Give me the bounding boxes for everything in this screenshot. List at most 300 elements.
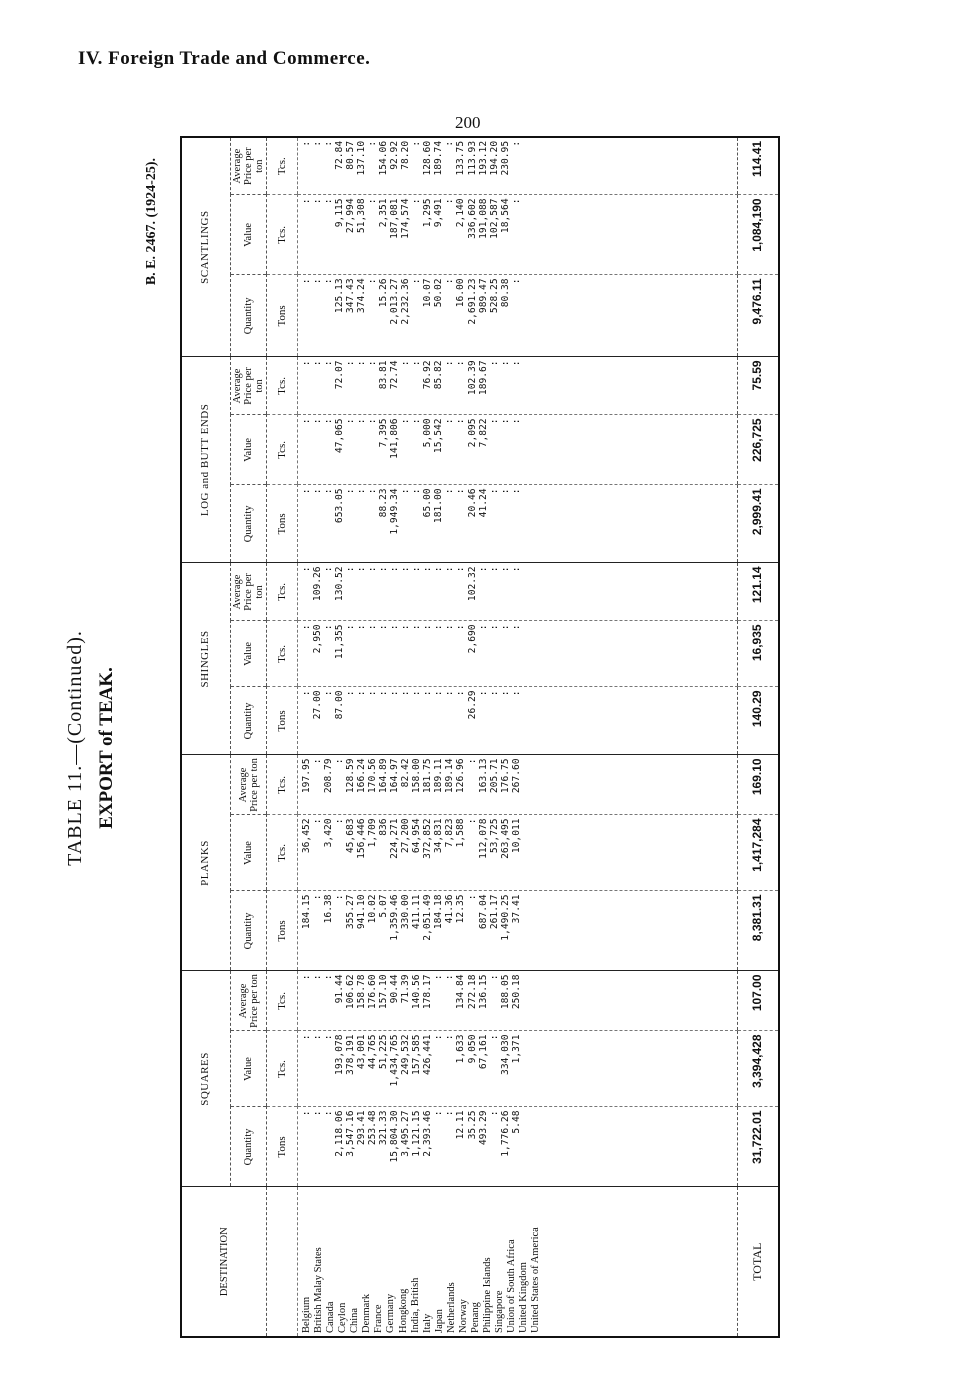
table-cell: 91.44 (334, 974, 346, 1004)
table-cell: : (510, 278, 522, 285)
unit-label: Tcs. (267, 815, 298, 891)
table-cell: : (389, 624, 401, 631)
subheader-average-price: Average Price per ton (231, 755, 267, 815)
table-cell: 128.59 (345, 758, 357, 794)
data-column-pl-q (298, 891, 738, 971)
table-cell: : (411, 278, 423, 285)
table-cell: : (444, 140, 456, 147)
table-cell: 20.46 (466, 488, 478, 518)
table-cell: 9,115 (334, 198, 346, 228)
table-cell: : (367, 566, 379, 573)
table-cell: : (400, 360, 412, 367)
table-cell: : (510, 198, 522, 205)
table-cell: 10.02 (367, 894, 379, 924)
table-cell: : (301, 566, 313, 573)
table-cell: : (323, 690, 335, 697)
table-cell: 187,081 (389, 198, 401, 239)
table-cell: : (312, 278, 324, 285)
table-cell: 87.00 (334, 690, 346, 720)
table-cell: : (455, 418, 467, 425)
table-cell: 106.62 (345, 974, 357, 1010)
table-cell: 263,495 (499, 818, 511, 859)
table-cell: 37.41 (510, 894, 522, 924)
table-cell: : (488, 1034, 500, 1041)
table-cell: : (356, 566, 368, 573)
table-cell: 164.97 (389, 758, 401, 794)
table-cell: : (323, 1034, 335, 1041)
table-cell: : (312, 418, 324, 425)
table-cell: : (367, 198, 379, 205)
table-cell: 336,602 (466, 198, 478, 239)
table-cell: : (411, 624, 423, 631)
table-cell: 26.29 (466, 690, 478, 720)
destination-header: DESTINATION (181, 1187, 267, 1337)
table-cell: : (356, 360, 368, 367)
table-cell: : (499, 360, 511, 367)
table-cell: : (499, 566, 511, 573)
data-column-sq-p (298, 971, 738, 1031)
destination-name: China (349, 1307, 361, 1333)
unit-label: Tcs. (267, 415, 298, 485)
table-cell: 10.07 (422, 278, 434, 308)
subheader-row (231, 137, 267, 1337)
table-cell: 2,140 (455, 198, 467, 228)
table-cell: 16.00 (455, 278, 467, 308)
total-cell: 107.00 (738, 971, 780, 1031)
table-cell: 193.12 (477, 140, 489, 176)
table-cell: 687.04 (477, 894, 489, 930)
table-cell: 2,095 (466, 418, 478, 448)
table-cell: : (444, 418, 456, 425)
table-cell: 184.18 (433, 894, 445, 930)
table-cell: 10,011 (510, 818, 522, 854)
data-column-lg-q (298, 485, 738, 563)
table-cell: 41.36 (444, 894, 456, 924)
table-cell: 2,691.23 (466, 278, 478, 325)
total-row (738, 137, 780, 1337)
table-cell: : (367, 360, 379, 367)
table-cell: 72.74 (389, 360, 401, 390)
data-column-sc-q (298, 275, 738, 357)
table-cell: 224,271 (389, 818, 401, 859)
table-cell: 76.92 (422, 360, 434, 390)
destination-name: United States of America (530, 1227, 542, 1333)
destination-name: Norway (457, 1299, 469, 1333)
table-cell: 41.24 (477, 488, 489, 518)
table-cell: 272.18 (466, 974, 478, 1010)
table-cell: 205.71 (488, 758, 500, 794)
subheader-quantity: Quantity (231, 1107, 267, 1187)
table-cell: : (455, 360, 467, 367)
table-cell: : (323, 418, 335, 425)
table-cell: : (488, 566, 500, 573)
table-cell: 321.33 (378, 1110, 390, 1146)
table-cell: : (455, 488, 467, 495)
table-cell: 140.56 (411, 974, 423, 1010)
table-cell: 27.00 (312, 690, 324, 720)
table-cell: 3,547.16 (345, 1110, 357, 1157)
table-cell: : (444, 624, 456, 631)
total-cell: 140.29 (738, 687, 780, 755)
table-cell: 181.75 (422, 758, 434, 794)
table-cell: 134.84 (455, 974, 467, 1010)
table-cell: 67,161 (477, 1034, 489, 1070)
table-cell: 1,359.46 (389, 894, 401, 941)
table-cell: : (367, 488, 379, 495)
table-cell: : (301, 360, 313, 367)
table-cell: 653.05 (334, 488, 346, 524)
total-cell: 9,476.11 (738, 275, 780, 357)
destination-name: France (373, 1304, 385, 1333)
table-cell: 82.42 (400, 758, 412, 788)
table-cell: 174,574 (400, 198, 412, 239)
table-cell: : (356, 690, 368, 697)
table-cell: 5.48 (510, 1110, 522, 1134)
table-cell: : (312, 488, 324, 495)
table-cell: 5,000 (422, 418, 434, 448)
table-cell: 176.75 (499, 758, 511, 794)
total-cell: 2,999.41 (738, 485, 780, 563)
table-cell: 2,013.27 (389, 278, 401, 325)
table-cell: 158.78 (356, 974, 368, 1010)
table-cell: 1,490.25 (499, 894, 511, 941)
table-cell: : (411, 690, 423, 697)
table-cell: : (477, 690, 489, 697)
table-cell: 249,532 (400, 1034, 412, 1075)
table-cell: 80.57 (345, 140, 357, 170)
table-cell: 80.38 (499, 278, 511, 308)
table-cell: 941.10 (356, 894, 368, 930)
table-cell: : (466, 894, 478, 901)
table-cell: 130.52 (334, 566, 346, 602)
table-cell: 45,683 (345, 818, 357, 854)
table-cell: : (488, 418, 500, 425)
subheader-value: Value (231, 1031, 267, 1107)
table-cell: 72.07 (334, 360, 346, 390)
table-cell: 194.20 (488, 140, 500, 176)
unit-label: Tcs. (267, 755, 298, 815)
table-cell: : (466, 818, 478, 825)
destination-name: British Malay States (313, 1247, 325, 1333)
table-cell: 137.10 (356, 140, 368, 176)
table-cell: 78.20 (400, 140, 412, 170)
table-cell: 113.93 (466, 140, 478, 176)
table-cell: : (411, 360, 423, 367)
table-cell: 250.18 (510, 974, 522, 1010)
table-cell: 50.02 (433, 278, 445, 308)
data-column-pl-v (298, 815, 738, 891)
table-cell: 230.95 (499, 140, 511, 176)
table-cell: 125.13 (334, 278, 346, 314)
table-cell: 65.00 (422, 488, 434, 518)
table-cell: : (312, 818, 324, 825)
table-cell: 189.74 (433, 140, 445, 176)
table-cell: : (499, 418, 511, 425)
shingles-header: SHINGLES (181, 563, 231, 755)
subheader-quantity: Quantity (231, 687, 267, 755)
table-cell: : (510, 488, 522, 495)
table-cell: : (323, 624, 335, 631)
table-cell: : (477, 624, 489, 631)
table-cell: 193,078 (334, 1034, 346, 1075)
table-cell: 27,200 (400, 818, 412, 854)
teak-export-table (180, 136, 780, 1338)
table-cell: 5.07 (378, 894, 390, 918)
unit-label: Tons (267, 1107, 298, 1187)
table-cell: 2,051.49 (422, 894, 434, 941)
table-cell: 51,225 (378, 1034, 390, 1070)
destination-name: Japan (433, 1309, 445, 1333)
table-cell: : (323, 488, 335, 495)
table-cell: : (301, 198, 313, 205)
table-cell: 35.25 (466, 1110, 478, 1140)
table-cell: 2,950 (312, 624, 324, 654)
planks-header: PLANKS (181, 755, 231, 971)
destination-name: Penang (469, 1302, 481, 1333)
table-cell: : (312, 140, 324, 147)
data-column-pl-p (298, 755, 738, 815)
table-cell: 109.26 (312, 566, 324, 602)
table-cell: 64,954 (411, 818, 423, 854)
table-cell: : (301, 278, 313, 285)
total-cell: 16,935 (738, 621, 780, 687)
table-cell: : (411, 418, 423, 425)
data-column-lg-v (298, 415, 738, 485)
table-cell: 7,395 (378, 418, 390, 448)
table-cell: 378,191 (345, 1034, 357, 1075)
table-cell: : (389, 566, 401, 573)
table-cell: : (433, 624, 445, 631)
table-cell: 92.92 (389, 140, 401, 170)
total-label: TOTAL (738, 1187, 780, 1337)
table-cell: : (422, 566, 434, 573)
data-column-sh-q (298, 687, 738, 755)
table-cell: : (433, 690, 445, 697)
data-column-sc-p (298, 137, 738, 195)
table-cell: : (444, 198, 456, 205)
table-cell: : (345, 690, 357, 697)
table-cell: 34,831 (433, 818, 445, 854)
table-cell: 15.26 (378, 278, 390, 308)
table-cell: : (400, 418, 412, 425)
table-cell: : (345, 566, 357, 573)
destination-name: Ceylon (337, 1302, 349, 1333)
table-cell: 493.29 (477, 1110, 489, 1146)
table-cell: : (378, 566, 390, 573)
table-cell: 9,491 (433, 198, 445, 228)
table-cell: : (444, 360, 456, 367)
table-cell: : (323, 360, 335, 367)
table-cell: 2,232.36 (400, 278, 412, 325)
table-cell: : (367, 624, 379, 631)
table-cell: : (510, 140, 522, 147)
table-cell: : (510, 418, 522, 425)
table-cell: 16.38 (323, 894, 335, 924)
table-cell: : (301, 1110, 313, 1117)
table-cell: 90.44 (389, 974, 401, 1004)
table-cell: : (323, 278, 335, 285)
total-cell: 31,722.01 (738, 1107, 780, 1187)
table-cell: : (345, 418, 357, 425)
table-cell: 355.27 (345, 894, 357, 930)
data-column-lg-p (298, 357, 738, 415)
table-cell: 372,852 (422, 818, 434, 859)
unit-label: Tcs. (267, 971, 298, 1031)
table-cell: 47,065 (334, 418, 346, 454)
table-cell: 7,823 (444, 818, 456, 848)
table-cell: : (378, 690, 390, 697)
page-number: 200 (455, 113, 481, 132)
table-cell: 88.23 (378, 488, 390, 518)
table-cell: 1,121.15 (411, 1110, 423, 1157)
table-cell: 136.15 (477, 974, 489, 1010)
table-cell: : (312, 758, 324, 765)
rotated-table-block (64, 140, 780, 1338)
table-cell: : (488, 974, 500, 981)
subheader-value: Value (231, 815, 267, 891)
destination-name: Philippine Islands (481, 1257, 493, 1333)
table-cell: : (444, 690, 456, 697)
table-cell: 157.10 (378, 974, 390, 1010)
table-cell: : (422, 624, 434, 631)
destination-name: Hongkong (397, 1288, 409, 1333)
table-cell: : (510, 690, 522, 697)
table-cell: 11,355 (334, 624, 346, 660)
table-cell: : (510, 360, 522, 367)
table-cell: : (312, 198, 324, 205)
table-cell: 2,690 (466, 624, 478, 654)
table-cell: : (367, 690, 379, 697)
table-cell: : (378, 624, 390, 631)
table-cell: : (455, 624, 467, 631)
table-cell: 15,542 (433, 418, 445, 454)
table-cell: 3,420 (323, 818, 335, 848)
table-cell: 208.79 (323, 758, 335, 794)
subheader-average-price: Average Price per ton (231, 357, 267, 415)
table-cell: 267.60 (510, 758, 522, 794)
table-cell: : (312, 1034, 324, 1041)
table-cell: 166.24 (356, 758, 368, 794)
table-cell: 836 (378, 818, 390, 836)
table-cell: : (488, 360, 500, 367)
destination-name: Netherlands (445, 1282, 457, 1333)
table-cell: : (312, 894, 324, 901)
table-cell: 12.11 (455, 1110, 467, 1140)
table-cell: : (345, 488, 357, 495)
reference-code: B. E. 2467. (1924-25). (144, 158, 159, 286)
units-blank (267, 1187, 298, 1337)
subheader-average-price: Average Price per ton (231, 563, 267, 621)
data-column-sh-v (298, 621, 738, 687)
table-cell: 1,776.26 (499, 1110, 511, 1157)
table-cell: 189.11 (433, 758, 445, 794)
table-cell: 2,118.06 (334, 1110, 346, 1157)
table-cell: 1,371 (510, 1034, 522, 1064)
table-cell: 334,030 (499, 1034, 511, 1075)
table-cell: 293.41 (356, 1110, 368, 1146)
destination-column (298, 1187, 738, 1337)
table-cell: : (323, 198, 335, 205)
table-cell: : (356, 488, 368, 495)
table-cell: 1,949.34 (389, 488, 401, 535)
table-cell: : (345, 360, 357, 367)
table-cell: 18,564 (499, 198, 511, 234)
total-cell: 8,381.31 (738, 891, 780, 971)
subheader-quantity: Quantity (231, 891, 267, 971)
unit-label: Tcs. (267, 137, 298, 195)
table-cell: : (400, 488, 412, 495)
units-row (267, 137, 298, 1337)
data-column-sq-q (298, 1107, 738, 1187)
table-cell: : (499, 488, 511, 495)
table-cell: 156,446 (356, 818, 368, 859)
log-butt-ends-header: LOG and BUTT ENDS (181, 357, 231, 563)
table-cell: 102.32 (466, 566, 478, 602)
table-cell: 330.00 (400, 894, 412, 930)
section-header: IV. Foreign Trade and Commerce. (78, 48, 371, 69)
total-cell: 1,417,284 (738, 815, 780, 891)
table-cell: 12.35 (455, 894, 467, 924)
table-cell: : (301, 624, 313, 631)
table-cell: : (444, 1110, 456, 1117)
table-cell: 102.39 (466, 360, 478, 396)
table-cell: 197.95 (301, 758, 313, 794)
table-cell: 189.67 (477, 360, 489, 396)
table-cell: : (488, 624, 500, 631)
table-cell: 178.17 (422, 974, 434, 1010)
unit-label: Tcs. (267, 563, 298, 621)
table-cell: : (433, 1034, 445, 1041)
table-cell: : (323, 974, 335, 981)
table-subtitle: EXPORT of TEAK. (96, 667, 117, 829)
table-cell: 83.81 (378, 360, 390, 390)
table-cell: 1,434,765 (389, 1034, 401, 1087)
table-cell: : (444, 278, 456, 285)
table-cell: : (444, 1034, 456, 1041)
unit-label: Tons (267, 687, 298, 755)
table-cell: 72.84 (334, 140, 346, 170)
table-cell: : (301, 140, 313, 147)
table-cell: : (334, 894, 346, 901)
table-cell: 164.89 (378, 758, 390, 794)
table-cell: 7,822 (477, 418, 489, 448)
subheader-quantity: Quantity (231, 485, 267, 563)
table-cell: 85.82 (433, 360, 445, 390)
table-cell: 2,393.46 (422, 1110, 434, 1157)
table-cell: : (477, 566, 489, 573)
unit-label: Tons (267, 275, 298, 357)
table-cell: 189.14 (444, 758, 456, 794)
table-cell: : (345, 624, 357, 631)
table-cell: 126.96 (455, 758, 467, 794)
total-cell: 121.14 (738, 563, 780, 621)
table-cell: 347.43 (345, 278, 357, 314)
table-cell: 71.39 (400, 974, 412, 1004)
data-body-row (298, 137, 738, 1337)
data-column-sq-v (298, 1031, 738, 1107)
table-cell: 261.17 (488, 894, 500, 930)
table-cell: 411.11 (411, 894, 423, 930)
table-cell: 27,994 (345, 198, 357, 234)
table-cell: : (301, 418, 313, 425)
table-cell: : (301, 488, 313, 495)
table-cell: 1,633 (455, 1034, 467, 1064)
table-cell: 2,351 (378, 198, 390, 228)
table-cell: : (499, 624, 511, 631)
table-cell: : (433, 974, 445, 981)
table-cell: 176.60 (367, 974, 379, 1010)
table-cell: : (455, 690, 467, 697)
